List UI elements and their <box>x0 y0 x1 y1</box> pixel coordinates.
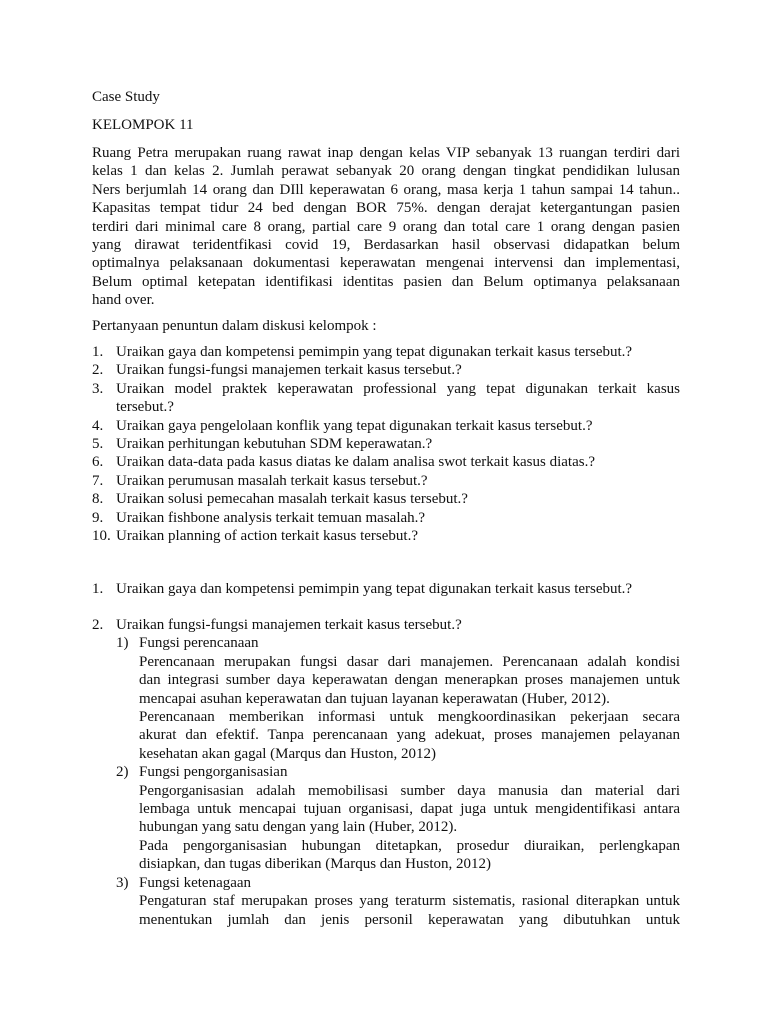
text-line: mencapai asuhan keperawatan dan tujuan layanan keperawatan (Huber, 2012). <box>139 690 610 707</box>
question-item <box>92 490 680 508</box>
question-number: 1. <box>92 344 104 360</box>
question-item <box>92 453 680 471</box>
question-number: 6. <box>92 454 104 471</box>
function-item <box>116 634 680 763</box>
question-text <box>116 343 680 361</box>
answer-question: Uraikan gaya dan kompetensi pemimpin yang tepat digunakan terkait kasus tersebut.? <box>116 581 633 597</box>
text-line: Uraikan planning of action terkait kasus tersebut.? <box>116 528 418 545</box>
management-functions <box>116 634 680 929</box>
text-line: Uraikan solusi pemecahan masalah terkait kasus tersebut.? <box>116 491 468 508</box>
questions-heading: Pertanyaan penuntun dalam diskusi kelompok : <box>92 318 377 334</box>
question-item <box>92 380 680 417</box>
question-number: 9. <box>92 509 104 526</box>
question-item <box>92 435 680 453</box>
text-line: hand over. <box>92 292 155 309</box>
question-number: 3. <box>92 380 104 397</box>
text-line: Pengorganisasian adalah memobilisasi sumber daya manusia dan material dari <box>139 782 680 799</box>
question-number: 4. <box>92 417 104 434</box>
text-line: Pada pengorganisasian hubungan ditetapkan, prosedur diuraikan, perlengkapan <box>139 837 680 854</box>
question-number: 10. <box>92 528 111 545</box>
text-line: kelas 1 dan kelas 2. Jumlah perawat sebanyak 20 orang dengan tingkat pendidikan lulusan <box>92 163 680 180</box>
text-line: Kapasitas tempat tidur 24 bed dengan BOR 75%. dengan derajat ketergantungan pasien <box>92 200 680 217</box>
text-line: Uraikan gaya dan kompetensi pemimpin yang tepat digunakan terkait kasus tersebut.? <box>116 344 633 360</box>
question-text <box>116 380 680 417</box>
question-item <box>92 417 680 435</box>
function-paragraph <box>139 653 680 708</box>
text-line: hubungan yang satu dengan yang lain (Huber, 2012). <box>139 819 458 836</box>
text-line: Ners berjumlah 14 orang dan DIll keperawatan 6 orang, masa kerja 1 tahun sampai 14 tahun.. <box>92 181 680 198</box>
text-line: optimalnya pelaksanaan dokumentasi keperawatan mengenai intervensi dan implementasi, <box>92 255 680 272</box>
question-text <box>116 417 680 435</box>
text-line: Uraikan data-data pada kasus diatas ke dalam analisa swot terkait kasus diatas.? <box>116 454 595 471</box>
function-title: Fungsi perencanaan <box>139 635 259 652</box>
text-line: dan integrasi sumber daya keperawatan dengan menerapkan proses manajemen untuk <box>139 672 680 689</box>
function-paragraph <box>139 782 680 837</box>
text-line: Ruang Petra merupakan ruang rawat inap dengan kelas VIP sebanyak 13 ruangan terdiri dari <box>92 145 680 161</box>
text-line: terdiri dari minimal care 8 orang, partial care 9 orang dan total care 1 orang dengan pasien <box>92 218 680 235</box>
text-line: lembaga untuk mencapai tujuan organisasi, dapat juga untuk mengidentifikasi antara <box>139 801 680 818</box>
function-title: Fungsi pengorganisasian <box>139 764 288 781</box>
text-line: kesehatan akan gagal (Marqus dan Huston, 2012) <box>139 745 436 762</box>
text-line: Uraikan perumusan masalah terkait kasus tersebut.? <box>116 472 428 489</box>
function-paragraph <box>139 892 680 929</box>
function-item <box>116 874 680 929</box>
function-number: 1) <box>116 635 129 652</box>
case-paragraph <box>92 144 680 310</box>
text-line: yang dirawat teridentfikasi covid 19, Berdasarkan hasil observasi didapatkan belum <box>92 237 680 254</box>
group-label: KELOMPOK 11 <box>92 117 194 133</box>
question-text <box>116 453 680 471</box>
text-line: Pengaturan staf merupakan proses yang teraturm sistematis, rasional diterapkan untuk <box>139 893 680 910</box>
document-title: Case Study <box>92 89 160 105</box>
text-line: menentukan jumlah dan jenis personil keperawatan yang dibutuhkan untuk <box>139 911 680 928</box>
question-item <box>92 472 680 490</box>
text-line: Perencanaan memberikan informasi untuk mengkoordinasikan pekerjaan secara <box>139 709 680 726</box>
question-text <box>116 490 680 508</box>
answer-number: 1. <box>92 581 104 597</box>
function-item <box>116 763 680 873</box>
text-line: Uraikan perhitungan kebutuhan SDM keperawatan.? <box>116 436 433 453</box>
question-number: 8. <box>92 491 104 508</box>
question-number: 2. <box>92 362 104 379</box>
question-item <box>92 343 680 361</box>
function-number: 3) <box>116 874 129 891</box>
function-title: Fungsi ketenagaan <box>139 874 252 891</box>
question-text <box>116 509 680 527</box>
question-text <box>116 472 680 490</box>
text-line: Uraikan model praktek keperawatan professional yang tepat digunakan terkait kasus <box>116 380 680 397</box>
text-line: Uraikan gaya pengelolaan konflik yang tepat digunakan terkait kasus tersebut.? <box>116 417 593 434</box>
question-text <box>116 361 680 379</box>
text-line: Uraikan fishbone analysis terkait temuan masalah.? <box>116 509 426 526</box>
question-text <box>116 435 680 453</box>
text-line: disiapkan, dan tugas diberikan (Marqus dan Huston, 2012) <box>139 856 492 873</box>
answer-number: 2. <box>92 617 104 633</box>
function-paragraph <box>139 708 680 763</box>
questions-list <box>92 343 680 545</box>
answer-2 <box>92 616 680 929</box>
question-item <box>92 509 680 527</box>
function-paragraph <box>139 837 680 874</box>
question-number: 5. <box>92 436 104 453</box>
text-line: Belum optimal ketepatan identifikasi identitas pasien dan Belum optimanya pelaksanaan <box>92 273 680 290</box>
text-line: Uraikan fungsi-fungsi manajemen terkait kasus tersebut.? <box>116 362 462 379</box>
text-line: tersebut.? <box>116 399 174 416</box>
question-item <box>92 527 680 545</box>
text-line: akurat dan efektif. Tanpa perencanaan yang adekuat, proses manajemen pelayanan <box>139 727 680 744</box>
question-item <box>92 361 680 379</box>
question-text <box>116 527 680 545</box>
text-line: Perencanaan merupakan fungsi dasar dari manajemen. Perencanaan adalah kondisi <box>139 653 680 670</box>
function-number: 2) <box>116 764 129 781</box>
answer-1 <box>92 580 680 598</box>
question-number: 7. <box>92 472 104 489</box>
answer-question: Uraikan fungsi-fungsi manajemen terkait kasus tersebut.? <box>116 617 462 633</box>
